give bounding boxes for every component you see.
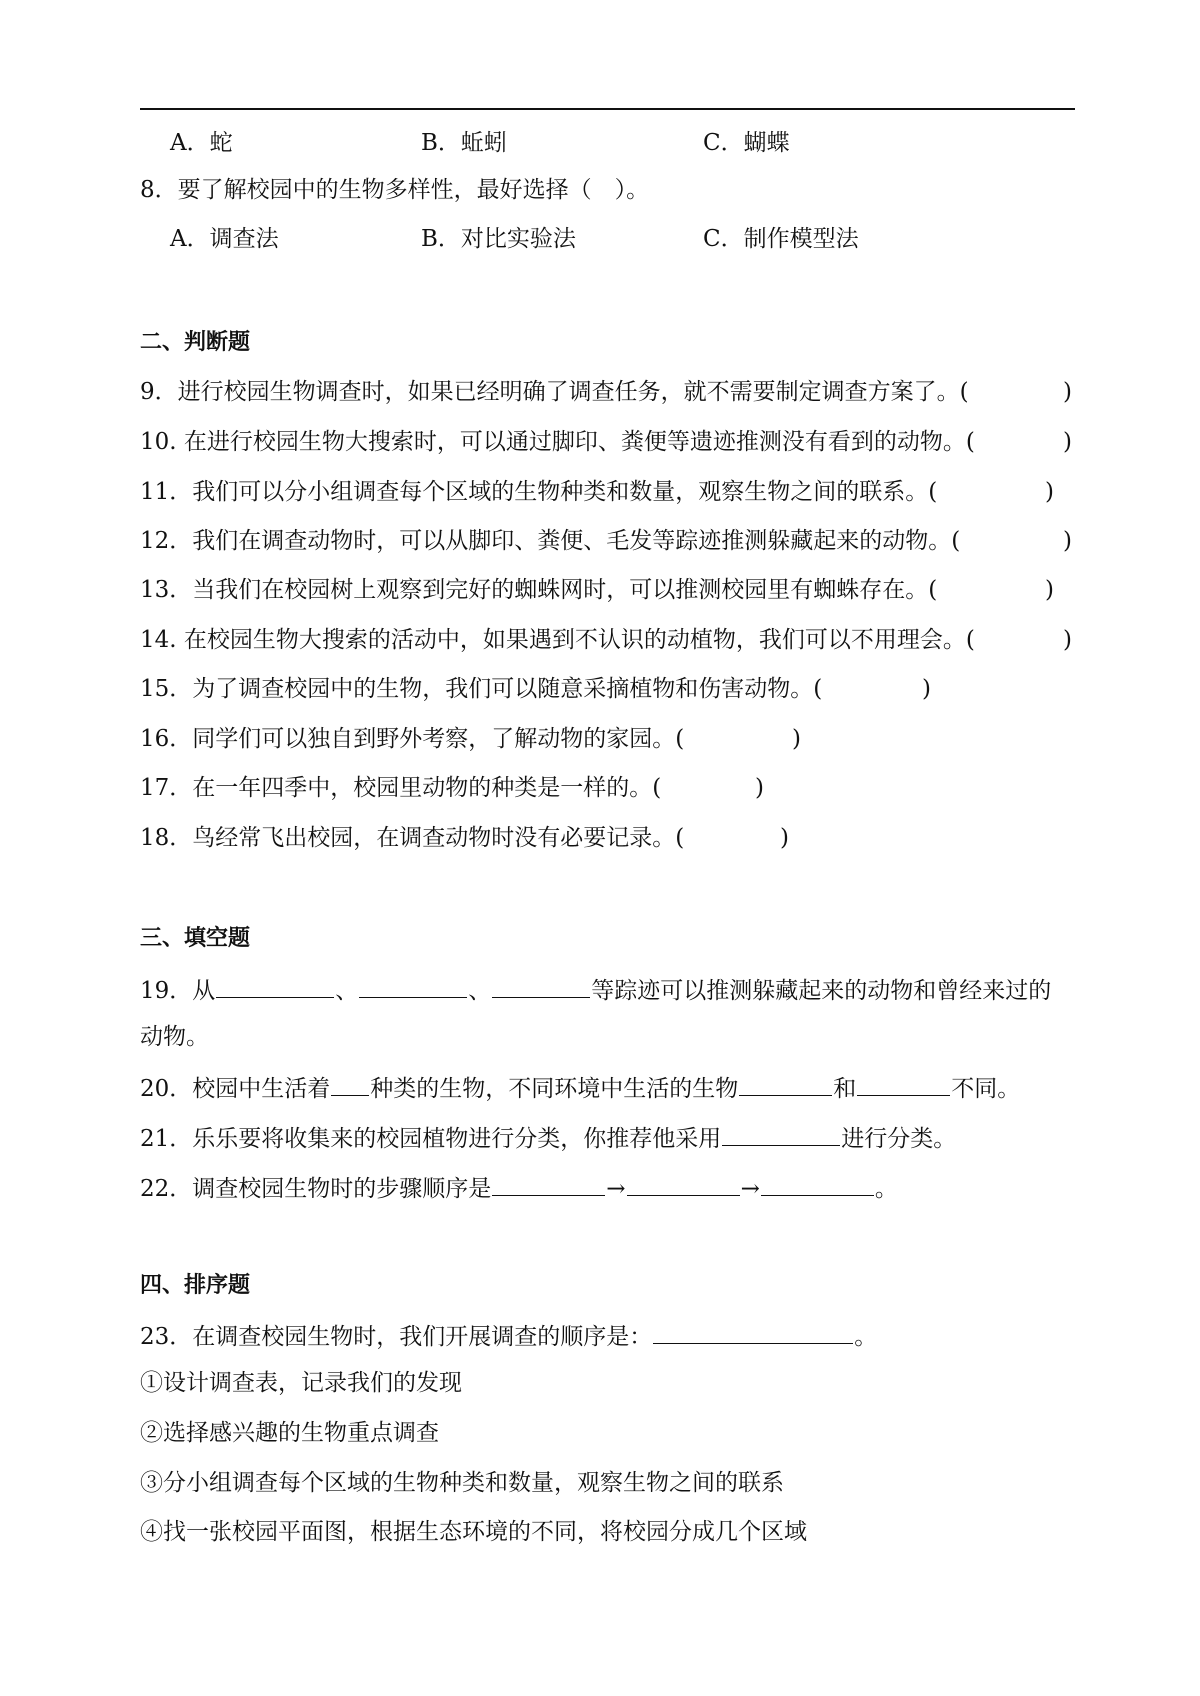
order-item: ①设计调查表，记录我们的发现 xyxy=(140,1370,462,1396)
judge-question: 9．进行校园生物调查时，如果已经明确了调查任务，就不需要制定调查方案了。( xyxy=(140,379,969,405)
q7-option-b: B．蚯蚓 xyxy=(421,130,507,156)
answer-blank[interactable] xyxy=(492,1169,605,1196)
q8-option-c: C．制作模型法 xyxy=(703,226,859,252)
answer-blank[interactable] xyxy=(331,1069,369,1096)
q20-text: 种类的生物，不同环境中生活的生物 xyxy=(370,1076,739,1102)
section-title-fill-blank: 三、填空题 xyxy=(140,926,251,951)
judge-question: 17．在一年四季中，校园里动物的种类是一样的。( xyxy=(140,775,662,801)
judge-question: 10. 在进行校园生物大搜索时，可以通过脚印、粪便等遗迹推测没有看到的动物。( xyxy=(140,429,975,455)
q23-end: 。 xyxy=(854,1324,878,1350)
section-title-ordering: 四、排序题 xyxy=(140,1273,251,1298)
judge-question: 18．鸟经常飞出校园，在调查动物时没有必要记录。( xyxy=(140,825,685,851)
q19-text-continued: 等踪迹可以推测躲藏起来的动物和曾经来过的 xyxy=(591,978,1052,1004)
fill-question-20 xyxy=(140,1069,1075,1106)
fill-question-21 xyxy=(140,1119,1075,1156)
judge-question: 13．当我们在校园树上观察到完好的蜘蛛网时，可以推测校园里有蜘蛛存在。( xyxy=(140,577,938,603)
judge-answer-paren: ) xyxy=(922,676,931,702)
q21-text: 21．乐乐要将收集来的校园植物进行分类，你推荐他采用 xyxy=(140,1126,722,1152)
judge-question: 14. 在校园生物大搜索的活动中，如果遇到不认识的动植物，我们可以不用理会。( xyxy=(140,627,975,653)
judge-answer-paren: ) xyxy=(1063,429,1072,455)
judge-question: 16．同学们可以独自到野外考察，了解动物的家园。( xyxy=(140,726,685,752)
judge-question: 11．我们可以分小组调查每个区域的生物种类和数量，观察生物之间的联系。( xyxy=(140,479,938,505)
q7-option-c: C．蝴蝶 xyxy=(703,130,790,156)
answer-blank[interactable] xyxy=(739,1069,832,1096)
q20-text: 不同。 xyxy=(951,1076,1021,1102)
answer-blank[interactable] xyxy=(359,971,467,998)
judge-question: 12．我们在调查动物时，可以从脚印、粪便、毛发等踪迹推测躲藏起来的动物。( xyxy=(140,528,961,554)
order-item: ④找一张校园平面图，根据生态环境的不同，将校园分成几个区域 xyxy=(140,1519,807,1545)
fill-question-19 xyxy=(140,971,1075,1008)
q19-separator: 、 xyxy=(468,978,492,1004)
answer-blank[interactable] xyxy=(216,971,334,998)
arrow-icon: → xyxy=(606,1176,626,1202)
judge-answer-paren: ) xyxy=(755,775,764,801)
answer-blank[interactable] xyxy=(492,971,590,998)
judge-answer-paren: ) xyxy=(1063,528,1072,554)
judge-answer-paren: ) xyxy=(792,726,801,752)
judge-answer-paren: ) xyxy=(1045,479,1054,505)
q22-end: 。 xyxy=(874,1176,898,1202)
q19-separator: 、 xyxy=(335,978,359,1004)
q21-text: 进行分类。 xyxy=(841,1126,957,1152)
q20-text: 20．校园中生活着 xyxy=(140,1076,331,1102)
q22-text: 22．调查校园生物时的步骤顺序是 xyxy=(140,1176,492,1202)
section-title-judgement: 二、判断题 xyxy=(140,330,251,355)
judge-answer-paren: ) xyxy=(1045,577,1054,603)
answer-blank[interactable] xyxy=(857,1069,950,1096)
q8-stem: 8．要了解校园中的生物多样性，最好选择（ ）。 xyxy=(140,177,650,203)
q19-text-end: 动物。 xyxy=(140,1024,209,1050)
judge-answer-paren: ) xyxy=(780,825,789,851)
q7-option-a: A．蛇 xyxy=(170,130,233,156)
judge-question: 15．为了调查校园中的生物，我们可以随意采摘植物和伤害动物。( xyxy=(140,676,823,702)
answer-blank[interactable] xyxy=(761,1169,874,1196)
q8-option-b: B．对比实验法 xyxy=(421,226,576,252)
fill-question-22 xyxy=(140,1169,1075,1206)
answer-blank[interactable] xyxy=(722,1119,840,1146)
order-item: ②选择感兴趣的生物重点调查 xyxy=(140,1420,439,1446)
q23-text: 23．在调查校园生物时，我们开展调查的顺序是： xyxy=(140,1324,653,1350)
q20-text: 和 xyxy=(833,1076,857,1102)
answer-blank[interactable] xyxy=(627,1169,740,1196)
judge-answer-paren: ) xyxy=(1063,627,1072,653)
q19-text: 19．从 xyxy=(140,978,216,1004)
judge-answer-paren: ) xyxy=(1063,379,1072,405)
answer-blank[interactable] xyxy=(653,1317,853,1344)
q8-option-a: A．调查法 xyxy=(170,226,279,252)
order-question-23 xyxy=(140,1317,1075,1354)
arrow-icon: → xyxy=(740,1176,760,1202)
order-item: ③分小组调查每个区域的生物种类和数量，观察生物之间的联系 xyxy=(140,1470,784,1496)
header-rule xyxy=(140,108,1075,110)
